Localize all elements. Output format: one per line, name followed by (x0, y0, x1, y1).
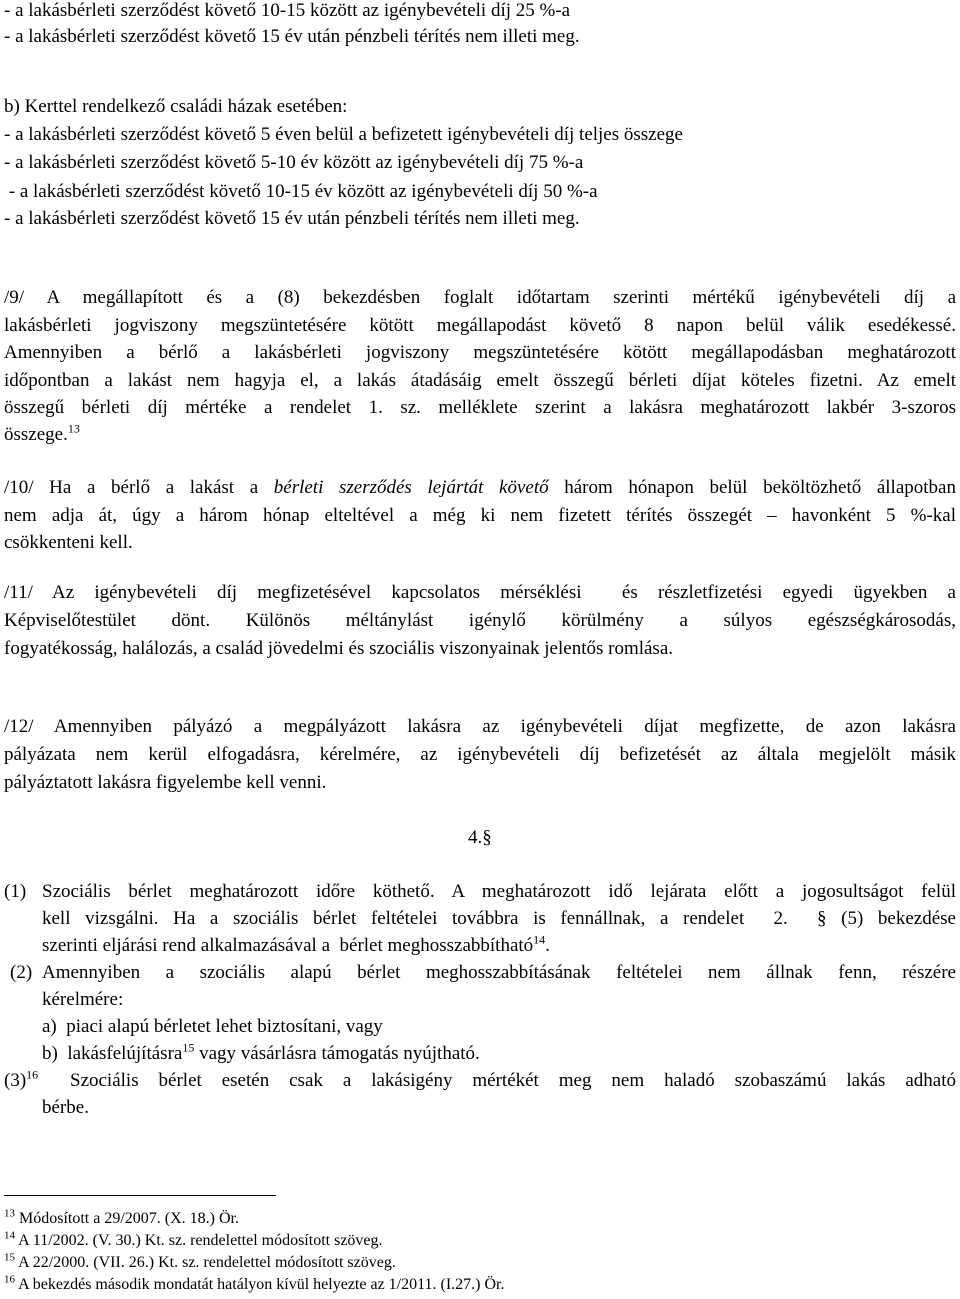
text-line: - a lakásbérleti szerződést követő 15 év után pénzbeli térítés nem illeti meg. (4, 26, 580, 47)
paragraph-text: b) lakásfelújításra (42, 1043, 183, 1064)
paragraph-text: szerinti eljárási rend alkalmazásával a bérlet meghosszabbítható (42, 935, 534, 956)
paragraph-text: összege. (4, 424, 68, 445)
paragraph-line: időpontban a lakást nem hagyja el, a lakás átadásáig emelt összegű bérleti díjat köteles fizetni. Az emelt (4, 370, 956, 391)
paragraph-text: /10/ Ha a bérlő a lakást a (4, 477, 274, 498)
paragraph-text: . (545, 935, 550, 956)
paragraph-line: bérbe. (42, 1097, 89, 1118)
paragraph-line (4, 421, 80, 446)
footnote (4, 1273, 505, 1294)
footnote (4, 1207, 239, 1228)
paragraph-line: kérelmére: (42, 989, 124, 1010)
paragraph-line (42, 932, 550, 957)
paragraph-line: csökkenteni kell. (4, 532, 133, 553)
paragraph-text: három hónapon belül beköltözhető állapotban (548, 477, 956, 498)
section-heading-num: 4. (468, 827, 483, 848)
item-label-text: (3) (4, 1070, 27, 1091)
item-label: (2) (10, 962, 33, 983)
list-item: - a lakásbérleti szerződést követő 10-15 év között az igénybevételi díj 50 %-a (4, 181, 598, 202)
item-label (4, 1067, 39, 1092)
paragraph-line: pályáztatott lakásra figyelembe kell venni. (4, 772, 327, 793)
paragraph-line: /9/ A megállapított és a (8) bekezdésben foglalt időtartam szerinti mértékű igénybevételi díj a (4, 287, 956, 308)
footnote-text: A 22/2000. (VII. 26.) Kt. sz. rendelettel módosított szöveg. (15, 1254, 396, 1271)
paragraph-sign: § (482, 827, 492, 848)
paragraph-line: összegű bérleti díj mértéke a rendelet 1. sz. melléklete szerint a lakásra meghatározott lakbér 3-szoros (4, 397, 956, 418)
footnote (4, 1229, 383, 1250)
paragraph-line: lakásbérleti jogviszony megszüntetésére kötött megállapodást követő 8 napon belül válik esedékessé. (4, 315, 956, 336)
footnote-text: A 11/2002. (V. 30.) Kt. sz. rendelettel módosított szöveg. (15, 1232, 383, 1249)
item-label: (1) (4, 881, 27, 902)
paragraph-line: Szociális bérlet meghatározott időre köthető. A meghatározott idő lejárata előtt a jogosultságot felül (42, 881, 956, 902)
paragraph-line: /11/ Az igénybevételi díj megfizetésével kapcsolatos mérséklési és részletfizetési egyedi ügyekben a (4, 582, 956, 603)
section-heading: b) Kerttel rendelkező családi házak esetében: (4, 96, 348, 117)
paragraph-line: pályázata nem kerül elfogadásra, kérelmére, az igénybevételi díj befizetését az általa megjelölt másik (4, 744, 956, 765)
footnote (4, 1251, 396, 1272)
paragraph-line: fogyatékosság, halálozás, a család jövedelmi és szociális viszonyainak jelentős romlása. (4, 638, 674, 659)
paragraph-line: Amennyiben a szociális alapú bérlet meghosszabbításának feltételei nem állnak fenn, részére (42, 962, 956, 983)
paragraph-line: Képviselőtestület dönt. Különös méltánylást igénylő körülmény a súlyos egészségkárosodás, (4, 610, 956, 631)
paragraph-line: Amennyiben a bérlő a lakásbérleti jogviszony megszüntetésére kötött megállapodásban meghatározott (4, 342, 956, 363)
footnote-number: 14 (4, 1229, 15, 1242)
text-line: - a lakásbérleti szerződést követő 10-15 között az igénybevételi díj 25 %-a (4, 0, 571, 21)
list-item: a) piaci alapú bérletet lehet biztosítani, vagy (42, 1016, 383, 1037)
italic-text: bérleti szerződés lejártát követő (273, 477, 549, 498)
paragraph-text: vagy vásárlásra támogatás nyújtható. (194, 1043, 480, 1064)
footnote-ref: 13 (67, 421, 80, 436)
footnote-ref: 15 (182, 1040, 195, 1055)
list-item (42, 1040, 480, 1065)
paragraph-line (4, 477, 956, 499)
footnote-number: 13 (4, 1207, 15, 1220)
list-item: - a lakásbérleti szerződést követő 5-10 év között az igénybevételi díj 75 %-a (4, 152, 584, 173)
paragraph-line: /12/ Amennyiben pályázó a megpályázott lakásra az igénybevételi díjat megfizette, de azon lakásra (4, 716, 956, 737)
footnote-number: 15 (4, 1251, 15, 1264)
paragraph-line: kell vizsgálni. Ha a szociális bérlet feltételei továbbra is fennállnak, a rendelet 2. § (5) bekezdése (42, 908, 956, 929)
footnote-text: Módosított a 29/2007. (X. 18.) Ör. (15, 1210, 239, 1227)
footnote-ref: 16 (26, 1067, 39, 1082)
paragraph-line: nem adja át, úgy a három hónap elteltével a még ki nem fizetett térítés összegét – havonként 5 %-kal (4, 505, 956, 526)
list-item: - a lakásbérleti szerződést követő 15 év után pénzbeli térítés nem illeti meg. (4, 208, 580, 229)
footnote-number: 16 (4, 1273, 15, 1286)
list-item: - a lakásbérleti szerződést követő 5 éven belül a befizetett igénybevételi díj teljes összege (4, 124, 683, 145)
footnote-ref: 14 (533, 932, 546, 947)
section-number (468, 827, 492, 849)
footnote-text: A bekezdés második mondatát hatályon kívül helyezte az 1/2011. (I.27.) Ör. (15, 1276, 505, 1293)
paragraph-line: Szociális bérlet esetén csak a lakásigény mértékét meg nem haladó szobaszámú lakás adható (70, 1070, 956, 1091)
footnote-separator (4, 1195, 276, 1196)
